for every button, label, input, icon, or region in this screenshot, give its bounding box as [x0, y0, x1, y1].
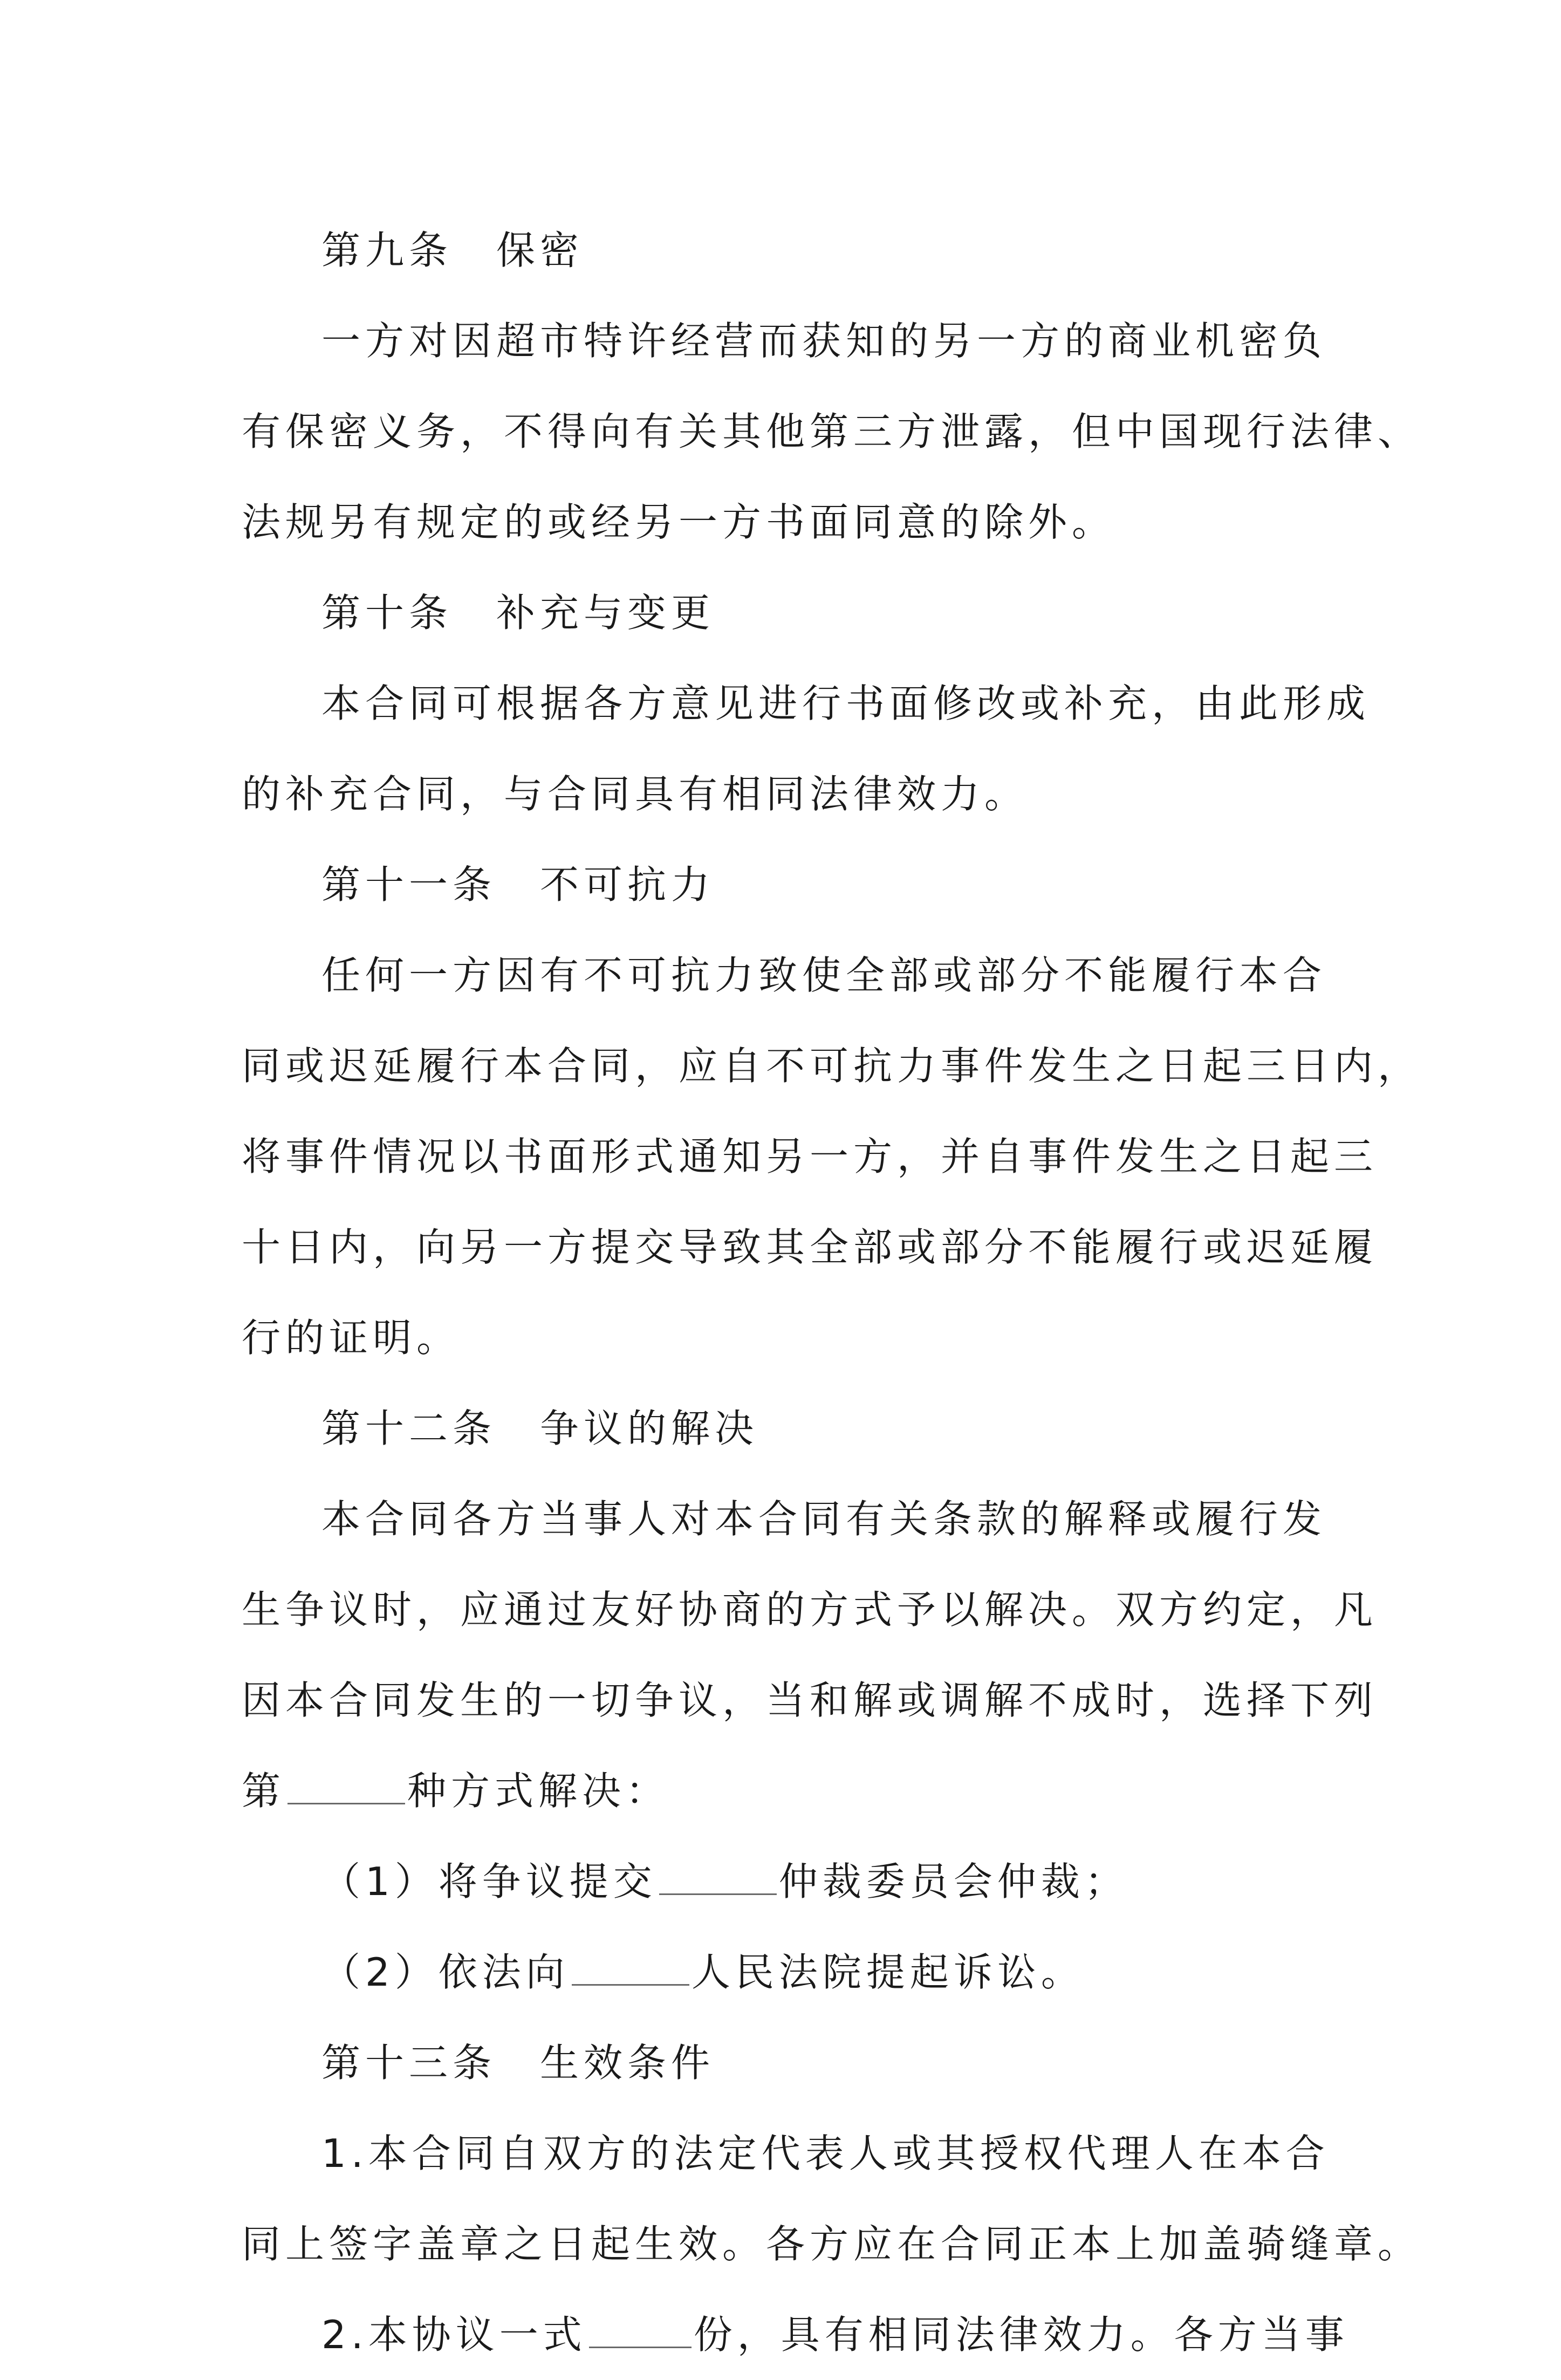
article-9-text-line-2: 有保密义务，不得向有关其他第三方泄露，但中国现行法律、	[242, 409, 1422, 454]
article-11-text-line-5: 行的证明。	[242, 1315, 461, 1360]
article-13-heading: 第十三条 生效条件	[321, 2040, 715, 2085]
article-11-heading: 第十一条 不可抗力	[321, 862, 715, 907]
dispute-option-1-prefix: （1）将争议提交	[321, 1859, 657, 1904]
article-11-text-line-2: 同或迟延履行本合同，应自不可抗力事件发生之日起三日内，	[242, 1043, 1422, 1089]
article-13-clause-1-line-2: 同上签字盖章之日起生效。各方应在合同正本上加盖骑缝章。	[242, 2221, 1422, 2267]
dispute-option-1	[242, 1836, 1326, 1927]
article-10-text-line-1: 本合同可根据各方意见进行书面修改或补充，由此形成	[321, 681, 1371, 726]
copies-count-blank	[589, 2314, 692, 2348]
article-11-text-line-4: 十日内，向另一方提交导致其全部或部分不能履行或迟延履	[242, 1225, 1378, 1270]
article-9-heading: 第九条 保密	[321, 228, 584, 273]
dispute-option-2	[242, 1927, 1326, 2017]
article-13-clause-2-prefix: 2.本协议一式	[321, 2312, 587, 2357]
article-12-text-line-4	[242, 1746, 1326, 1836]
arbitration-commission-blank	[659, 1861, 777, 1895]
article-12-text-line-2: 生争议时，应通过友好协商的方式予以解决。双方约定，凡	[242, 1587, 1378, 1632]
dispute-option-1-suffix: 仲裁委员会仲裁；	[778, 1859, 1128, 1904]
article-10-heading: 第十条 补充与变更	[321, 590, 715, 635]
article-12-text-line-1: 本合同各方当事人对本合同有关条款的解释或履行发	[321, 1496, 1327, 1542]
article-9-text-line-1: 一方对因超市特许经营而获知的另一方的商业机密负	[321, 318, 1327, 364]
dispute-option-2-prefix: （2）依法向	[321, 1950, 570, 1995]
article-13-clause-1-line-1: 1.本合同自双方的法定代表人或其授权代理人在本合	[321, 2131, 1330, 2176]
article-12-heading: 第十二条 争议的解决	[321, 1406, 759, 1451]
method-number-blank	[287, 1770, 405, 1804]
article-11-text-line-1: 任何一方因有不可抗力致使全部或部分不能履行本合	[321, 953, 1327, 998]
court-name-blank	[572, 1952, 689, 1986]
dispute-option-2-suffix: 人民法院提起诉讼。	[691, 1950, 1085, 1995]
article-10-text-line-2: 的补充合同，与合同具有相同法律效力。	[242, 771, 1029, 817]
article-12-text-suffix: 种方式解决：	[407, 1768, 670, 1814]
article-12-text-line-3: 因本合同发生的一切争议，当和解或调解不成时，选择下列	[242, 1678, 1378, 1723]
article-13-clause-2-suffix: 份，具有相同法律效力。各方当事	[693, 2312, 1349, 2357]
article-11-text-line-3: 将事件情况以书面形式通知另一方，并自事件发生之日起三	[242, 1134, 1378, 1179]
document-body	[242, 205, 1422, 2380]
article-13-clause-2-line-1	[242, 2289, 1349, 2380]
article-12-text-prefix: 第	[242, 1768, 286, 1814]
article-9-text-line-3: 法规另有规定的或经另一方书面同意的除外。	[242, 500, 1116, 545]
